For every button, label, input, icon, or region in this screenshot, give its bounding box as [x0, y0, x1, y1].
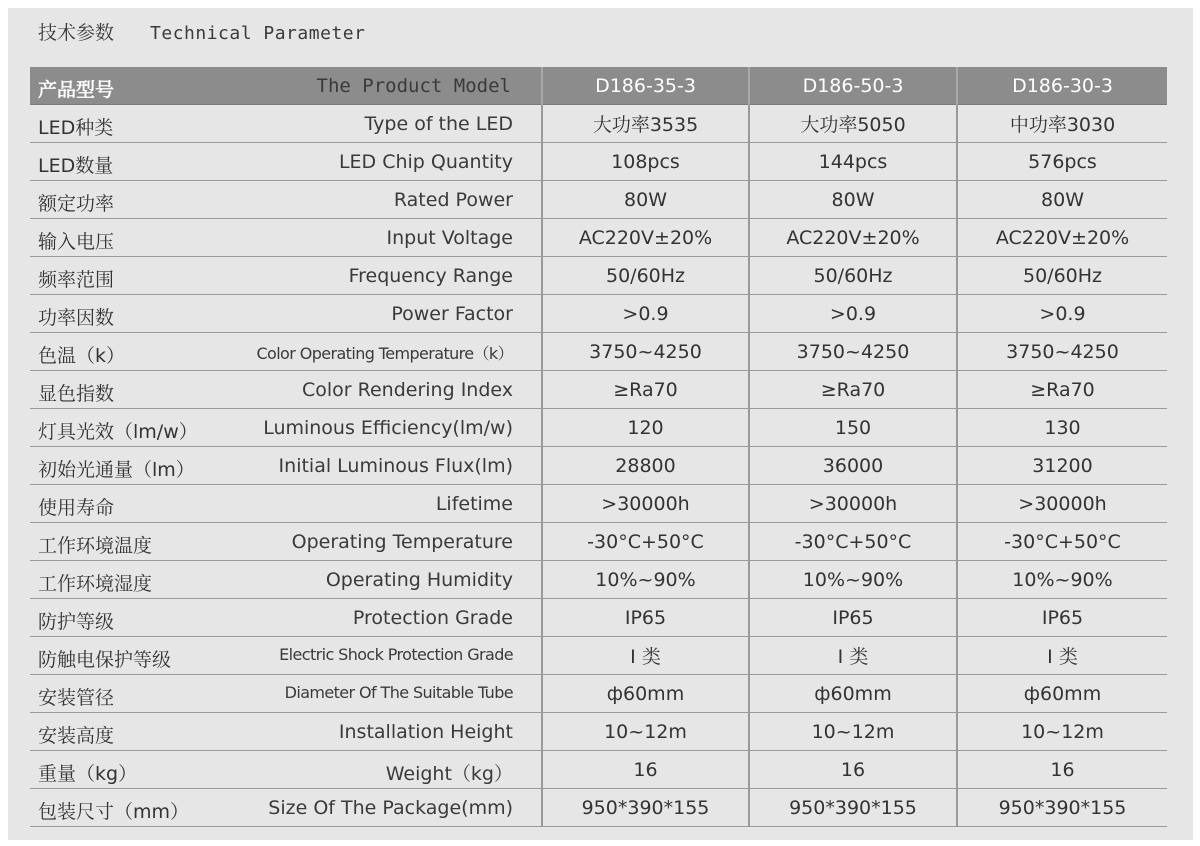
- value-cell: 中功率3030: [957, 105, 1167, 143]
- param-label-en: Luminous Efficiency(lm/w): [263, 417, 513, 439]
- param-label-en: Color Operating Temperature（k）: [256, 344, 513, 363]
- table-header-row: [30, 67, 1167, 105]
- param-cell: [30, 219, 542, 257]
- header-label-en: The Product Model: [316, 75, 511, 97]
- table-row: [30, 333, 1167, 371]
- value-cell: >30000h: [749, 485, 957, 523]
- value-cell: 16: [957, 751, 1167, 789]
- param-label-en: Diameter Of The Suitable Tube: [284, 683, 513, 702]
- table-row: [30, 295, 1167, 333]
- table-row: [30, 751, 1167, 789]
- param-label-en: Frequency Range: [348, 265, 513, 287]
- value-cell: 10~12m: [749, 713, 957, 751]
- param-cell: [30, 599, 542, 637]
- value-cell: IP65: [542, 599, 749, 637]
- value-cell: IP65: [957, 599, 1167, 637]
- param-label-zh: 安装管径: [38, 687, 115, 709]
- param-label-zh: 使用寿命: [38, 497, 115, 519]
- param-label-en: Lifetime: [435, 493, 513, 515]
- value-cell: 10%~90%: [957, 561, 1167, 599]
- param-label-en: Installation Height: [338, 721, 513, 743]
- value-cell: -30°C+50°C: [957, 523, 1167, 561]
- param-label-zh: 灯具光效（lm/w）: [38, 421, 198, 443]
- param-label-zh: 防触电保护等级: [38, 649, 172, 671]
- param-cell: [30, 561, 542, 599]
- header-param-cell: [30, 67, 542, 105]
- value-cell: 130: [957, 409, 1167, 447]
- value-cell: AC220V±20%: [749, 219, 957, 257]
- value-cell: >0.9: [957, 295, 1167, 333]
- model-header: D186-35-3: [542, 67, 749, 105]
- value-cell: AC220V±20%: [542, 219, 749, 257]
- table-row: [30, 409, 1167, 447]
- param-label-zh: 色温（k）: [38, 345, 126, 367]
- table-row: [30, 181, 1167, 219]
- param-label-en: Weight（kg）: [385, 763, 513, 785]
- param-cell: [30, 295, 542, 333]
- table-row: [30, 371, 1167, 409]
- value-cell: ≥Ra70: [749, 371, 957, 409]
- page-title-zh: 技术参数: [38, 22, 115, 44]
- value-cell: 10%~90%: [542, 561, 749, 599]
- value-cell: 120: [542, 409, 749, 447]
- param-label-zh: 频率范围: [38, 269, 115, 291]
- table-row: [30, 447, 1167, 485]
- value-cell: 10%~90%: [749, 561, 957, 599]
- table-row: [30, 219, 1167, 257]
- param-cell: [30, 447, 542, 485]
- value-cell: >0.9: [749, 295, 957, 333]
- table-row: [30, 713, 1167, 751]
- param-label-en: Operating Temperature: [291, 531, 513, 553]
- param-cell: [30, 371, 542, 409]
- table-row: [30, 105, 1167, 143]
- table-row: [30, 561, 1167, 599]
- table-row: [30, 523, 1167, 561]
- value-cell: 10~12m: [957, 713, 1167, 751]
- value-cell: -30°C+50°C: [542, 523, 749, 561]
- table-row: [30, 675, 1167, 713]
- value-cell: 36000: [749, 447, 957, 485]
- value-cell: 80W: [957, 181, 1167, 219]
- param-label-zh: 重量（kg）: [38, 763, 138, 785]
- param-label-zh: 显色指数: [38, 383, 115, 405]
- value-cell: 144pcs: [749, 143, 957, 181]
- param-cell: [30, 333, 542, 371]
- param-cell: [30, 485, 542, 523]
- param-label-zh: LED数量: [38, 155, 114, 177]
- param-cell: [30, 751, 542, 789]
- value-cell: 31200: [957, 447, 1167, 485]
- model-header: D186-30-3: [957, 67, 1167, 105]
- param-label-en: Rated Power: [393, 189, 513, 211]
- param-label-en: Color Rendering Index: [301, 379, 513, 401]
- param-cell: [30, 637, 542, 675]
- value-cell: 大功率3535: [542, 105, 749, 143]
- page-title: [38, 18, 365, 48]
- value-cell: 108pcs: [542, 143, 749, 181]
- header-label-zh: 产品型号: [38, 79, 115, 101]
- param-label-zh: 包装尺寸（mm）: [38, 801, 190, 823]
- param-label-en: Initial Luminous Flux(lm): [278, 455, 513, 477]
- param-label-en: Type of the LED: [364, 113, 513, 135]
- param-label-en: Electric Shock Protection Grade: [279, 645, 513, 664]
- page-title-en: Technical Parameter: [150, 23, 366, 44]
- param-label-en: Operating Humidity: [325, 569, 513, 591]
- value-cell: >30000h: [542, 485, 749, 523]
- table-row: [30, 599, 1167, 637]
- param-label-en: Input Voltage: [386, 227, 513, 249]
- param-label-zh: 工作环境湿度: [38, 573, 153, 595]
- value-cell: 576pcs: [957, 143, 1167, 181]
- param-label-zh: 工作环境温度: [38, 535, 153, 557]
- value-cell: IP65: [749, 599, 957, 637]
- value-cell: >0.9: [542, 295, 749, 333]
- model-header: D186-50-3: [749, 67, 957, 105]
- value-cell: ≥Ra70: [957, 371, 1167, 409]
- table-row: [30, 485, 1167, 523]
- table-row: [30, 789, 1167, 827]
- param-label-zh: 功率因数: [38, 307, 115, 329]
- spec-table: [30, 67, 1167, 827]
- param-cell: [30, 409, 542, 447]
- value-cell: 950*390*155: [957, 789, 1167, 827]
- value-cell: 3750~4250: [749, 333, 957, 371]
- value-cell: 950*390*155: [749, 789, 957, 827]
- param-cell: [30, 523, 542, 561]
- value-cell: 16: [749, 751, 957, 789]
- param-cell: [30, 675, 542, 713]
- value-cell: I 类: [542, 637, 749, 675]
- value-cell: 28800: [542, 447, 749, 485]
- value-cell: 50/60Hz: [957, 257, 1167, 295]
- param-label-zh: LED种类: [38, 117, 114, 139]
- param-label-en: Power Factor: [391, 303, 513, 325]
- table-row: [30, 143, 1167, 181]
- value-cell: 3750~4250: [542, 333, 749, 371]
- value-cell: I 类: [957, 637, 1167, 675]
- param-label-zh: 输入电压: [38, 231, 115, 253]
- value-cell: ф60mm: [749, 675, 957, 713]
- value-cell: 150: [749, 409, 957, 447]
- value-cell: ≥Ra70: [542, 371, 749, 409]
- value-cell: I 类: [749, 637, 957, 675]
- param-label-en: Protection Grade: [352, 607, 513, 629]
- param-cell: [30, 181, 542, 219]
- param-label-zh: 安装高度: [38, 725, 115, 747]
- param-cell: [30, 789, 542, 827]
- table-row: [30, 637, 1167, 675]
- param-cell: [30, 713, 542, 751]
- value-cell: 50/60Hz: [542, 257, 749, 295]
- param-cell: [30, 257, 542, 295]
- value-cell: -30°C+50°C: [749, 523, 957, 561]
- param-label-zh: 初始光通量（lm）: [38, 459, 195, 481]
- value-cell: 10~12m: [542, 713, 749, 751]
- value-cell: 3750~4250: [957, 333, 1167, 371]
- param-cell: [30, 105, 542, 143]
- value-cell: ф60mm: [542, 675, 749, 713]
- param-label-en: Size Of The Package(mm): [268, 797, 513, 819]
- value-cell: 950*390*155: [542, 789, 749, 827]
- param-cell: [30, 143, 542, 181]
- value-cell: 80W: [749, 181, 957, 219]
- value-cell: 16: [542, 751, 749, 789]
- param-label-zh: 防护等级: [38, 611, 115, 633]
- value-cell: >30000h: [957, 485, 1167, 523]
- param-label-en: LED Chip Quantity: [338, 151, 513, 173]
- value-cell: 大功率5050: [749, 105, 957, 143]
- table-row: [30, 257, 1167, 295]
- value-cell: AC220V±20%: [957, 219, 1167, 257]
- value-cell: 50/60Hz: [749, 257, 957, 295]
- param-label-zh: 额定功率: [38, 193, 115, 215]
- value-cell: ф60mm: [957, 675, 1167, 713]
- value-cell: 80W: [542, 181, 749, 219]
